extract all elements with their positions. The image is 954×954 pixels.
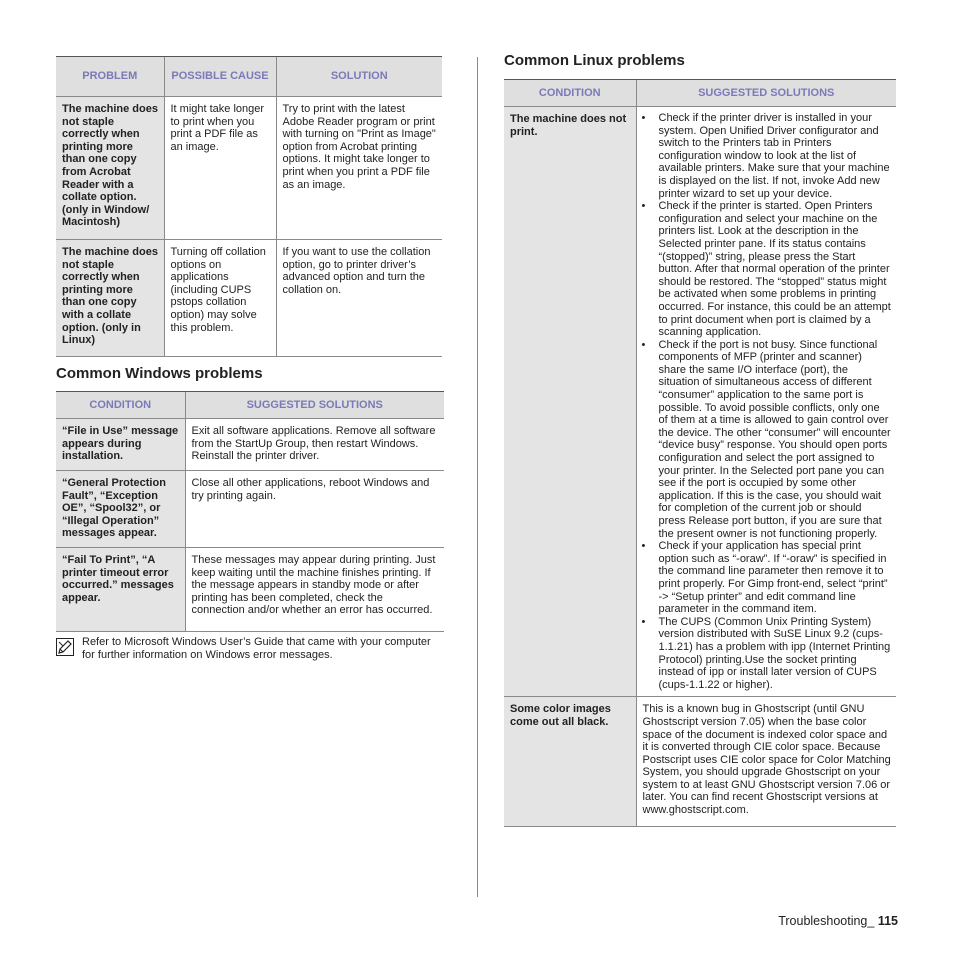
page-footer: [778, 914, 898, 928]
condition-cell: “General Protection Fault”, “Exception OE”, “Spool32”, or “Illegal Operation” messages appear.: [56, 471, 185, 548]
table-row: [504, 107, 896, 697]
note-pencil-icon: [56, 638, 74, 656]
header-suggested-solutions: SUGGESTED SOLUTIONS: [185, 392, 444, 419]
linux-section-title: Common Linux problems: [504, 52, 685, 69]
problem-table: [56, 56, 442, 357]
solution-cell: These messages may appear during printing. Just keep waiting until the machine finishes printing. If the message appears in standby mode or after printing has been completed, check the connection and/or whether an error has occurred.: [185, 548, 444, 632]
note-text: Refer to Microsoft Windows User’s Guide that came with your computer for further information on Windows error messages.: [82, 636, 431, 661]
windows-table: [56, 391, 444, 632]
note-box: [56, 632, 444, 666]
solution-cell: Exit all software applications. Remove all software from the StartUp Group, then restart Windows. Reinstall the printer driver.: [185, 419, 444, 471]
table-row: [56, 97, 442, 240]
condition-cell: Some color images come out all black.: [504, 697, 636, 827]
header-solution: SOLUTION: [276, 57, 442, 97]
table-row: [56, 471, 444, 548]
list-item: • Check if the port is not busy. Since functional components of MFP (printer and scanner) share the same I/O interface (port), the situation of simultaneous access of different “consumer” application to the same port is possible. To avoid possible conflicts, only one of them at a time is allowed to gain control over the device. The other “consumer” will encounter “device busy” response. You should open ports configuration and select the port assigned to your printer. In the Selected port pane you can see if the port is occupied by some other application. If this is the case, you should wait for completion of the current job or should press Release port button, if you are sure that the present owner is not functioning properly.: [640, 339, 892, 541]
page-number: 115: [877, 914, 898, 928]
windows-section-title: Common Windows problems: [56, 365, 263, 382]
solution-cell: Close all other applications, reboot Windows and try printing again.: [185, 471, 444, 548]
cause-cell: Turning off collation options on applications (including CUPS pstops collation option) may solve this problem.: [164, 240, 276, 357]
header-suggested-solutions: SUGGESTED SOLUTIONS: [636, 80, 896, 107]
list-item: • The CUPS (Common Unix Printing System) version distributed with SuSE Linux 9.2 (cups-1.1.21) has a problem with ipp (Internet Printing Protocol) printing.Use the socket printing instead of ipp or install later version of CUPS (cups-1.1.22 or higher).: [640, 616, 892, 692]
footer-section: Troubleshooting_: [778, 914, 875, 928]
problem-cell: The machine does not staple correctly when printing more than one copy from Acrobat Reader with a collate option. (only in Window/ Macintosh): [56, 97, 164, 240]
solution-cell: [636, 107, 896, 697]
table-row: [56, 240, 442, 357]
column-divider: [477, 57, 478, 897]
header-condition: CONDITION: [56, 392, 185, 419]
table-row: [504, 697, 896, 827]
list-item: • Check if the printer is started. Open Printers configuration and select your machine on the printers list. Look at the description in the Selected printer pane. If its status contains “(stopped)” string, please press the Start button. After that normal operation of the printer should be restored. The “stopped” status might be activated when some problems in printing occurred. For instance, this could be an attempt to print document when port is claimed by a scanning application.: [640, 200, 892, 339]
problem-cell: The machine does not staple correctly when printing more than one copy with a collate option. (only in Linux): [56, 240, 164, 357]
table-row: [56, 548, 444, 632]
condition-cell: “Fail To Print”, “A printer timeout error occurred.” messages appear.: [56, 548, 185, 632]
bullet-list: [640, 112, 892, 691]
header-condition: CONDITION: [504, 80, 636, 107]
solution-cell: This is a known bug in Ghostscript (until GNU Ghostscript version 7.05) when the base color space of the document is indexed color space and it is converted through CIE color space. Because Postscript uses CIE color space for Color Matching System, you should upgrade Ghostscript on your system to at least GNU Ghostscript version 7.06 or later. You can find recent Ghostscript versions at www.ghostscript.com.: [636, 697, 896, 827]
solution-cell: If you want to use the collation option, go to printer driver’s advanced option and turn the collation on.: [276, 240, 442, 357]
table-row: [56, 419, 444, 471]
condition-cell: The machine does not print.: [504, 107, 636, 697]
list-item: • Check if the printer driver is installed in your system. Open Unified Driver configurator and switch to the Printers tab in Printers configuration window to look at the list of available printers. Make sure that your machine is displayed on the list. If not, invoke Add new printer wizard to set up your device.: [640, 112, 892, 200]
solution-cell: Try to print with the latest Adobe Reader program or print with turning on "Print as Image" option from Acrobat printing options. It might take longer to print when you print a PDF file as an image.: [276, 97, 442, 240]
header-problem: PROBLEM: [56, 57, 164, 97]
header-possible-cause: POSSIBLE CAUSE: [164, 57, 276, 97]
list-item: • Check if your application has special print option such as “-oraw”. If “-oraw” is specified in the command line parameter then remove it to print properly. For Gimp front-end, select “print” -> “Setup printer” and edit command line parameter in the command item.: [640, 540, 892, 616]
linux-table: [504, 79, 896, 827]
condition-cell: “File in Use” message appears during installation.: [56, 419, 185, 471]
cause-cell: It might take longer to print when you print a PDF file as an image.: [164, 97, 276, 240]
